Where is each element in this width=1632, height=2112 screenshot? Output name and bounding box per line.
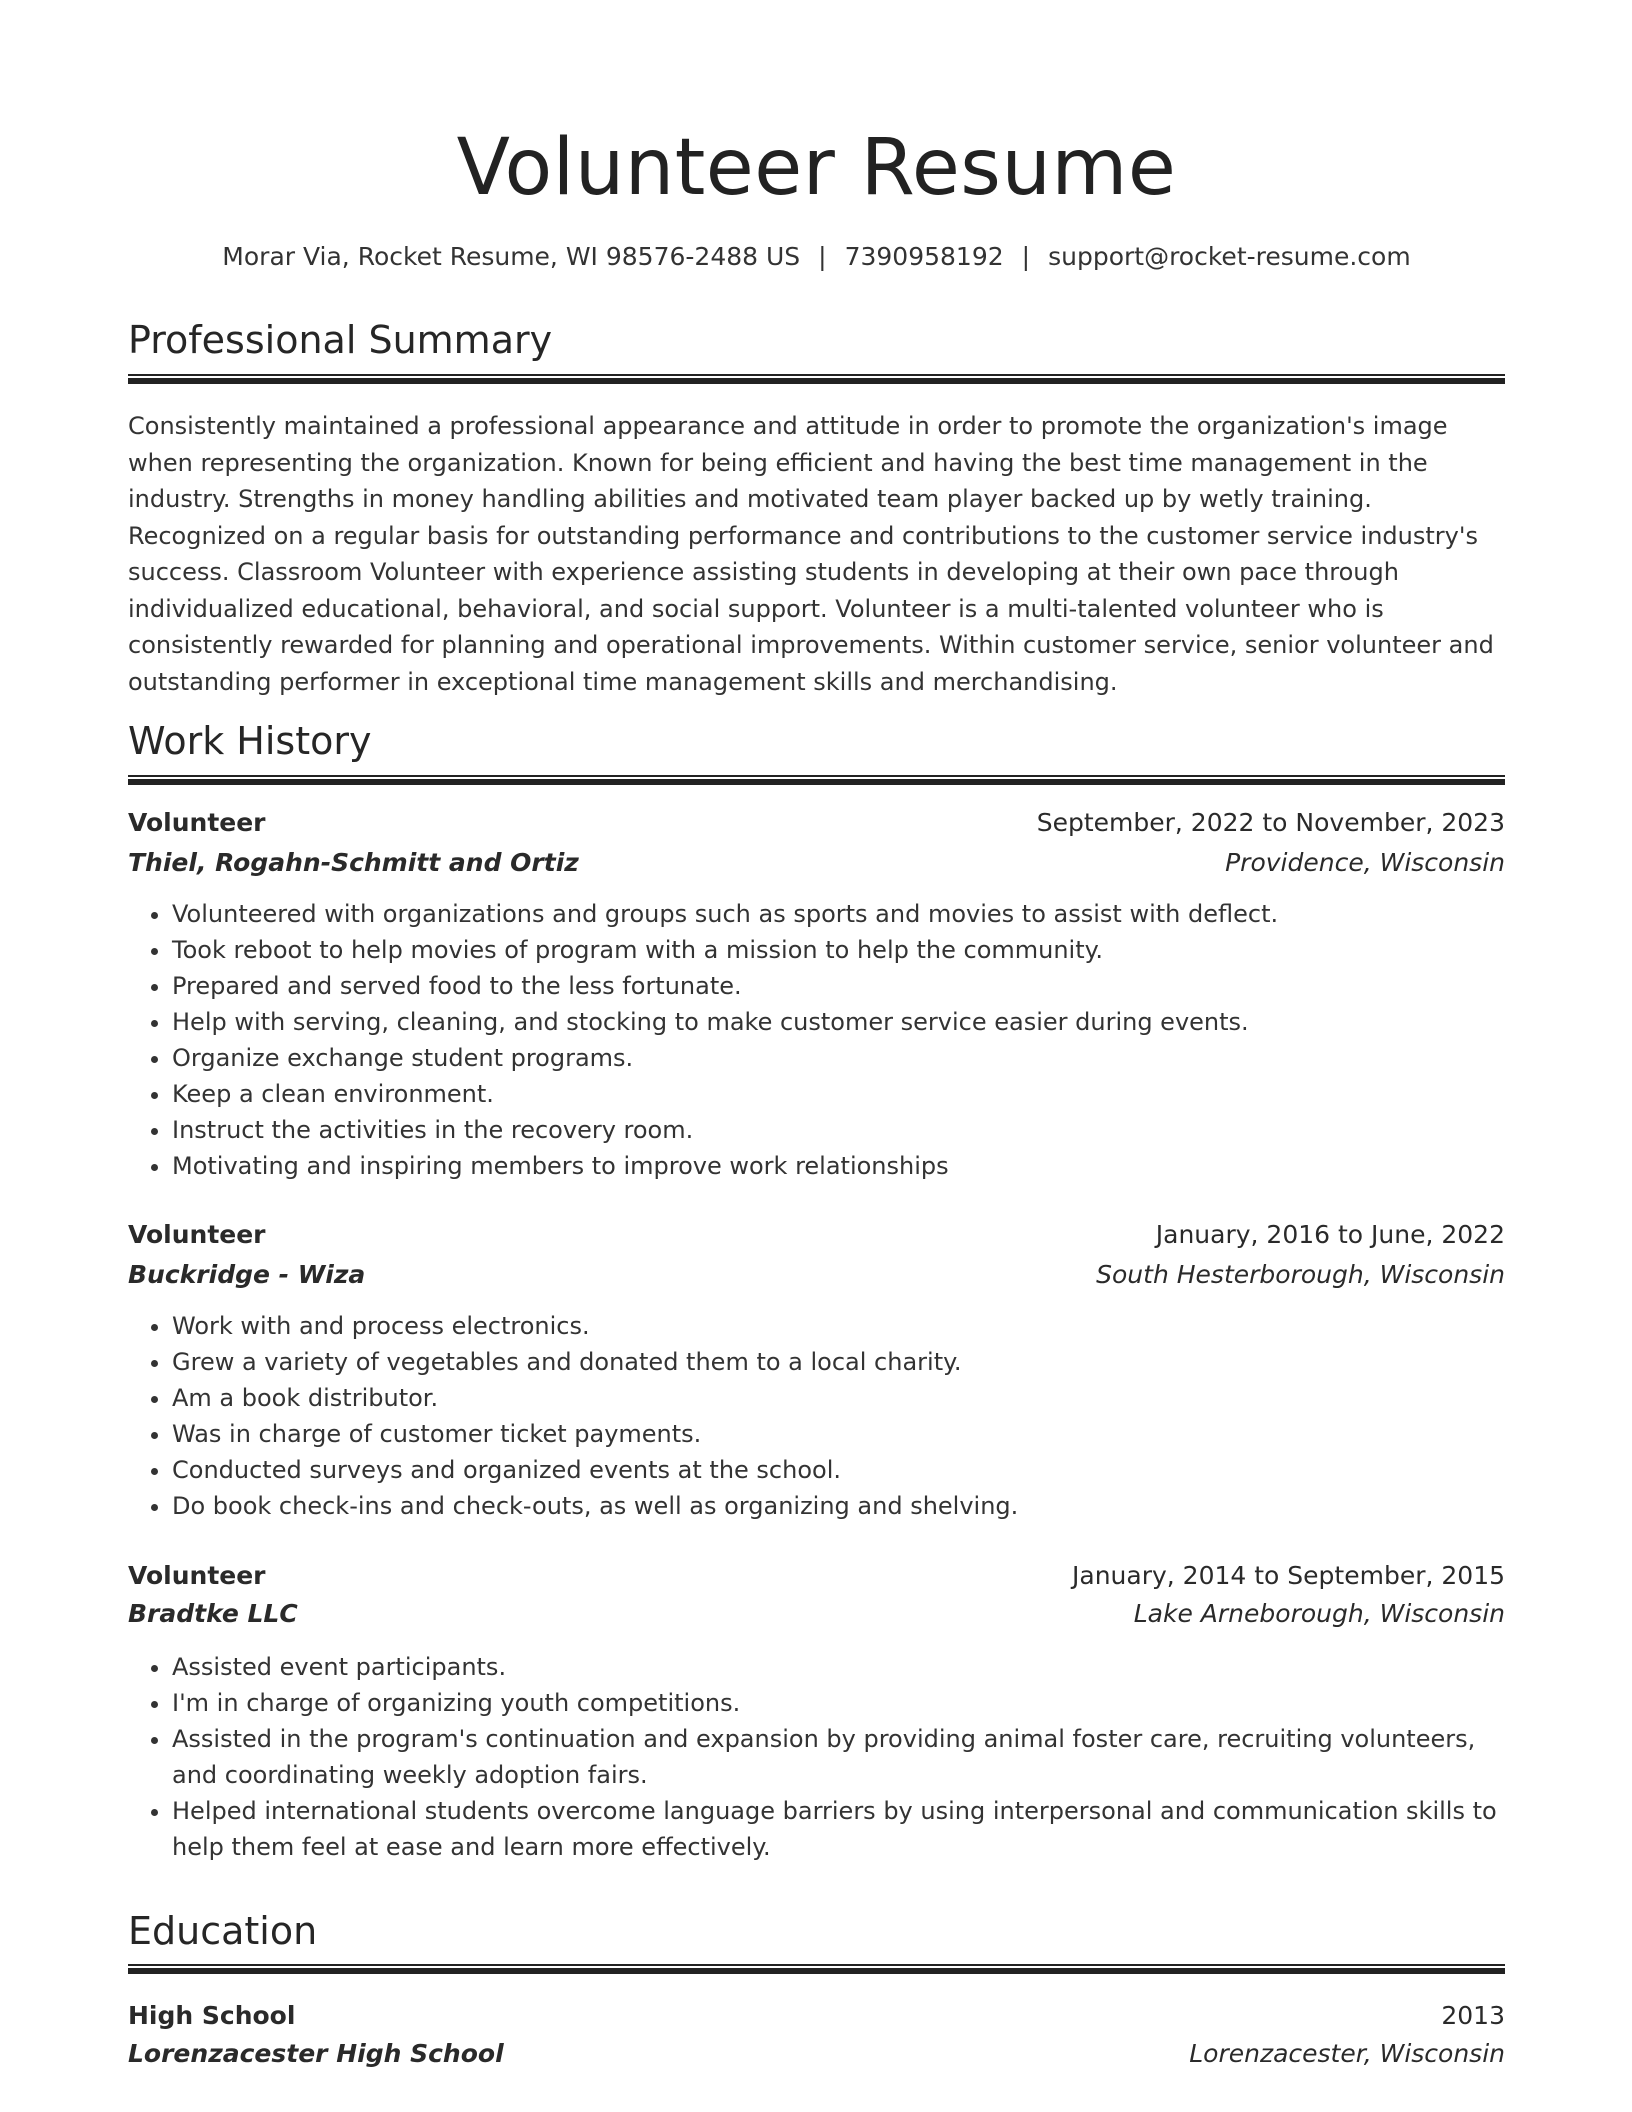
contact-phone: 7390958192 (844, 242, 1004, 271)
job-duties-list (128, 896, 1505, 1184)
list-item: • Help with serving, cleaning, and stocking to make customer service easier during events. (172, 1004, 1505, 1040)
list-item: • Grew a variety of vegetables and donated them to a local charity. (172, 1344, 1505, 1380)
contact-line (128, 240, 1505, 274)
list-item: • Motivating and inspiring members to improve work relationships (172, 1148, 1505, 1184)
list-item: • Helped international students overcome language barriers by using interpersonal and communication skills to help them feel at ease and learn more effectively. (172, 1793, 1505, 1865)
education-school-row (128, 2036, 1505, 2072)
job-dates: January, 2016 to June, 2022 (1155, 1220, 1505, 1249)
job-company-row (128, 845, 1505, 881)
job-location: Providence, Wisconsin (1225, 848, 1505, 877)
section-divider (128, 374, 1505, 384)
section-divider (128, 775, 1505, 785)
list-item: • Conducted surveys and organized events at the school. (172, 1452, 1505, 1488)
contact-separator: | (1021, 242, 1031, 271)
job-header-row (128, 805, 1505, 841)
job-duties-list (128, 1649, 1505, 1865)
contact-address: Morar Via, Rocket Resume, WI 98576-2488 US (222, 242, 801, 271)
summary-heading: Professional Summary (128, 318, 553, 362)
list-item: • Assisted in the program's continuation and expansion by providing animal foster care, recruiting volunteers, and coordinating weekly adoption fairs. (172, 1721, 1505, 1793)
job-company-row (128, 1257, 1505, 1293)
contact-email: support@rocket-resume.com (1048, 242, 1411, 271)
list-item: • Keep a clean environment. (172, 1076, 1505, 1112)
education-location: Lorenzacester, Wisconsin (1189, 2039, 1505, 2068)
job-location: South Hesterborough, Wisconsin (1096, 1260, 1505, 1289)
list-item: • Prepared and served food to the less fortunate. (172, 968, 1505, 1004)
list-item: • Was in charge of customer ticket payments. (172, 1416, 1505, 1452)
summary-text: Consistently maintained a professional appearance and attitude in order to promote the organization's image when representing the organization. Known for being efficient and having the best time management in the industry. Strengths in money handling abilities and motivated team player backed up by wetly training. Recognized on a regular basis for outstanding performance and contributions to the customer service industry's success. Classroom Volunteer with experience assisting students in developing at their own pace through individualized educational, behavioral, and social support. Volunteer is a multi-talented volunteer who is consistently rewarded for planning and operational improvements. Within customer service, senior volunteer and outstanding performer in exceptional time management skills and merchandising. (128, 412, 1494, 696)
education-year: 2013 (1441, 2001, 1505, 2030)
education-header-row (128, 1998, 1505, 2034)
job-company: Bradtke LLC (128, 1599, 298, 1628)
job-duties-list (128, 1308, 1505, 1524)
section-divider (128, 1964, 1505, 1974)
list-item: • Do book check-ins and check-outs, as well as organizing and shelving. (172, 1488, 1505, 1524)
job-dates: January, 2014 to September, 2015 (1072, 1561, 1505, 1590)
list-item: • Instruct the activities in the recovery room. (172, 1112, 1505, 1148)
list-item: • Volunteered with organizations and groups such as sports and movies to assist with deflect. (172, 896, 1505, 932)
job-title: Volunteer (128, 1561, 266, 1590)
list-item: • Assisted event participants. (172, 1649, 1505, 1685)
job-title: Volunteer (128, 1220, 266, 1249)
work-history-heading: Work History (128, 719, 372, 763)
job-company: Buckridge - Wiza (128, 1260, 366, 1289)
job-header-row (128, 1558, 1505, 1594)
list-item: • Organize exchange student programs. (172, 1040, 1505, 1076)
contact-separator: | (818, 242, 827, 271)
education-degree: High School (128, 2001, 296, 2030)
job-dates: September, 2022 to November, 2023 (1036, 808, 1505, 837)
list-item: • Work with and process electronics. (172, 1308, 1505, 1344)
list-item: • I'm in charge of organizing youth competitions. (172, 1685, 1505, 1721)
job-location: Lake Arneborough, Wisconsin (1133, 1599, 1505, 1628)
education-school: Lorenzacester High School (128, 2039, 504, 2068)
list-item: • Am a book distributor. (172, 1380, 1505, 1416)
job-title: Volunteer (128, 808, 266, 837)
job-header-row (128, 1217, 1505, 1253)
resume-title: Volunteer Resume (456, 123, 1177, 213)
job-company: Thiel, Rogahn-Schmitt and Ortiz (128, 848, 579, 877)
list-item: • Took reboot to help movies of program with a mission to help the community. (172, 932, 1505, 968)
education-heading: Education (128, 1909, 318, 1953)
job-company-row (128, 1596, 1505, 1632)
